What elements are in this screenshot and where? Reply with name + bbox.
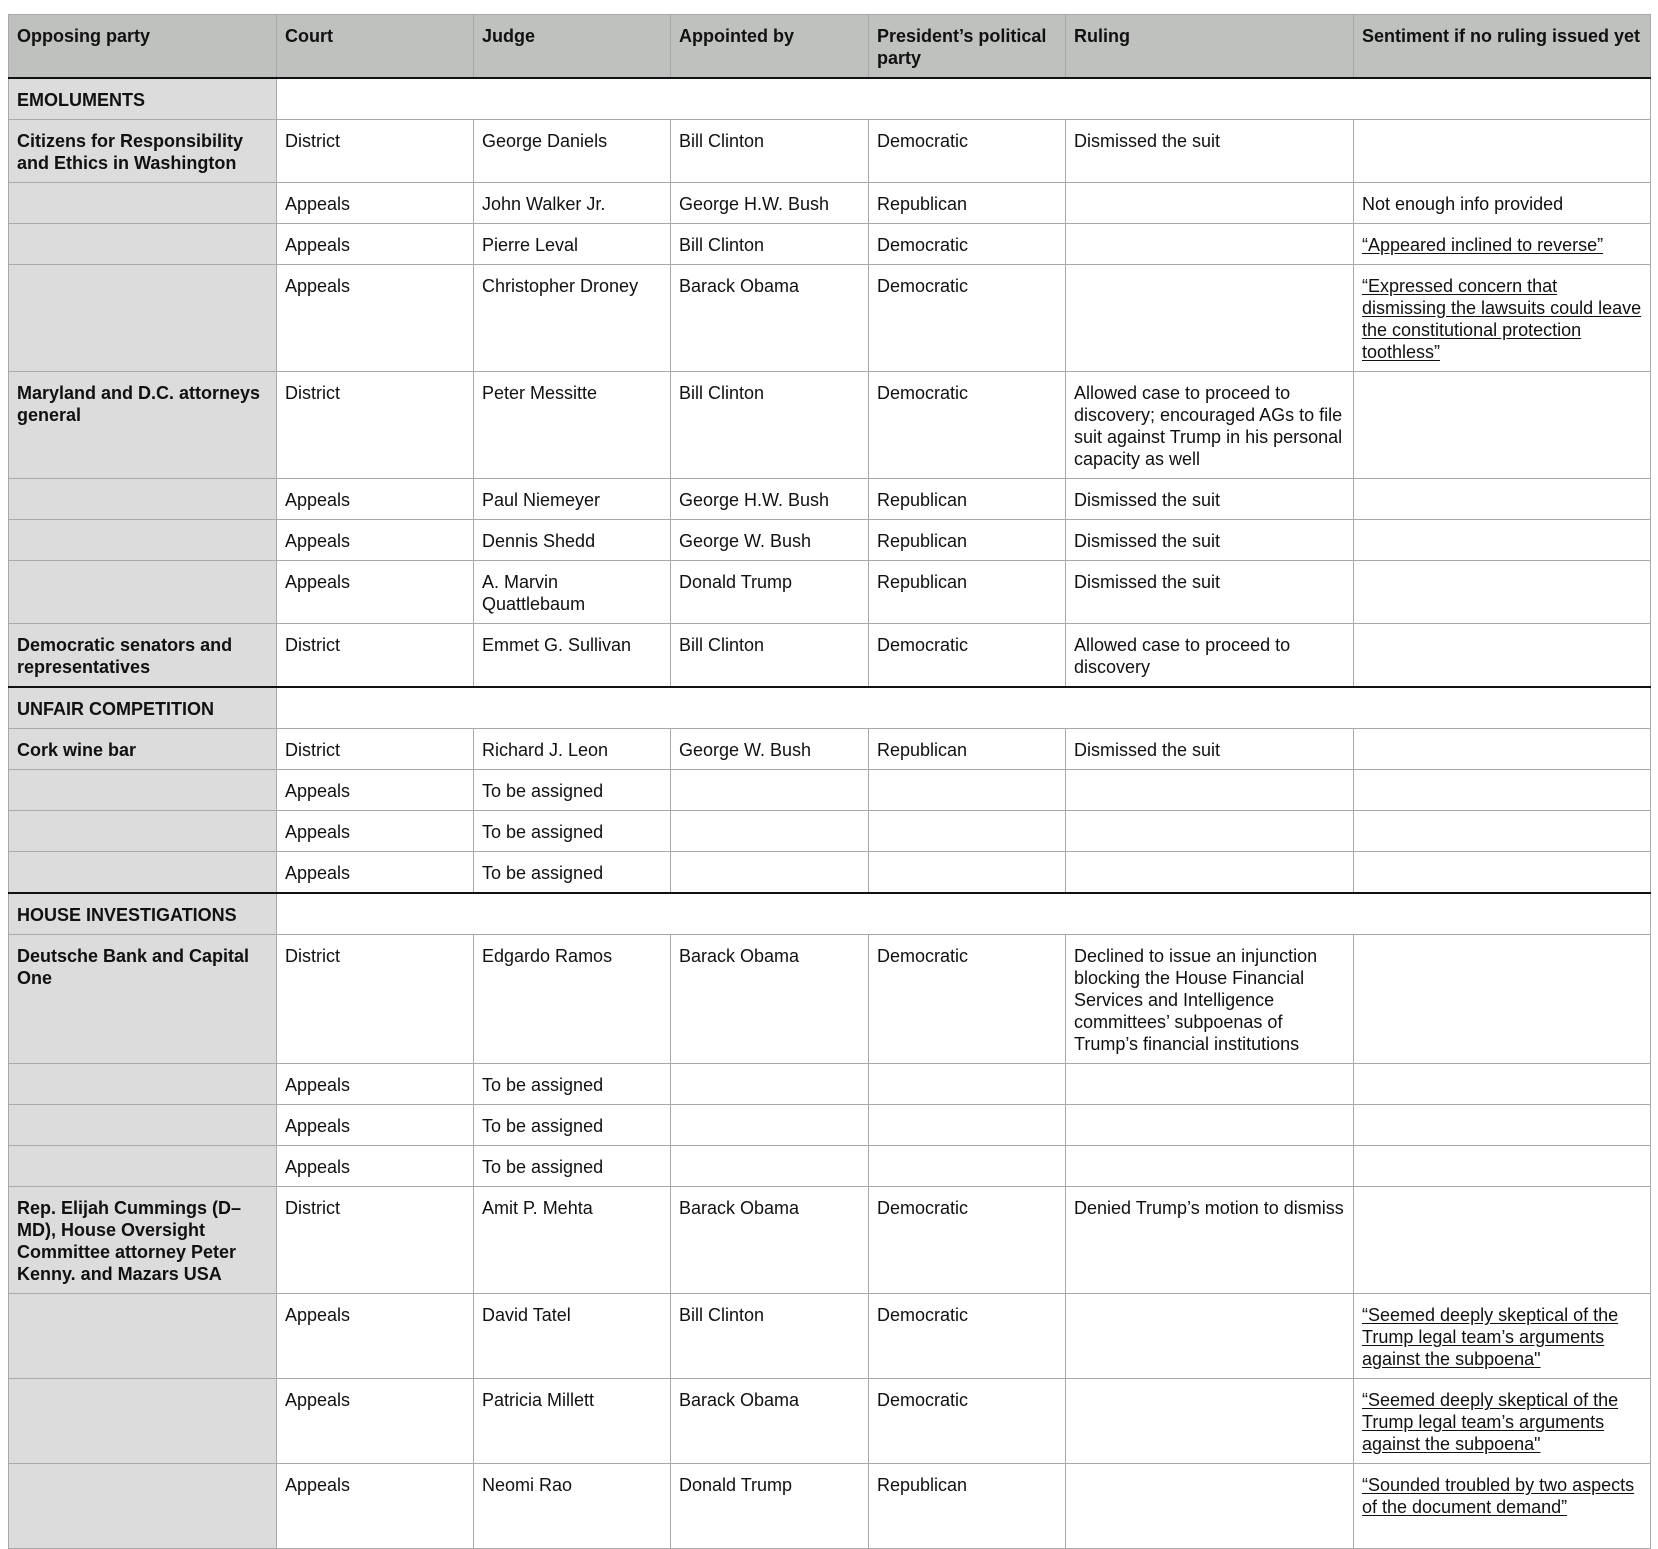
appointed-by-cell xyxy=(671,770,869,811)
header-court: Court xyxy=(277,15,474,79)
judge-cell: Richard J. Leon xyxy=(474,729,671,770)
ruling-cell xyxy=(1066,770,1354,811)
political-party-cell: Democratic xyxy=(869,1187,1066,1294)
sentiment-cell: Not enough info provided xyxy=(1354,183,1651,224)
court-cell: District xyxy=(277,372,474,479)
opposing-party-cell xyxy=(9,265,277,372)
judge-cell: To be assigned xyxy=(474,770,671,811)
judge-cell: John Walker Jr. xyxy=(474,183,671,224)
ruling-cell xyxy=(1066,852,1354,894)
table-row xyxy=(9,183,1651,224)
appointed-by-cell: Bill Clinton xyxy=(671,372,869,479)
opposing-party-cell xyxy=(9,1464,277,1549)
table-row xyxy=(9,1187,1651,1294)
ruling-cell: Denied Trump’s motion to dismiss xyxy=(1066,1187,1354,1294)
ruling-cell: Dismissed the suit xyxy=(1066,729,1354,770)
header-judge: Judge xyxy=(474,15,671,79)
court-cell: Appeals xyxy=(277,561,474,624)
section-spacer xyxy=(277,78,1651,120)
sentiment-cell xyxy=(1354,1146,1651,1187)
judge-cell: To be assigned xyxy=(474,1064,671,1105)
section-spacer xyxy=(277,893,1651,935)
court-cell: Appeals xyxy=(277,770,474,811)
sentiment-cell xyxy=(1354,224,1651,265)
opposing-party-cell: Citizens for Responsibility and Ethics in Washington xyxy=(9,120,277,183)
opposing-party-cell: Democratic senators and representatives xyxy=(9,624,277,688)
header-ruling: Ruling xyxy=(1066,15,1354,79)
appointed-by-cell xyxy=(671,1064,869,1105)
court-cell: Appeals xyxy=(277,183,474,224)
table-row xyxy=(9,120,1651,183)
appointed-by-cell: Bill Clinton xyxy=(671,1294,869,1379)
appointed-by-cell: Bill Clinton xyxy=(671,120,869,183)
sentiment-quote-link[interactable]: “Expressed concern that dismissing the lawsuits could leave the constitutional protection toothless” xyxy=(1362,276,1642,362)
judge-cell: Peter Messitte xyxy=(474,372,671,479)
rulings-table-page xyxy=(8,14,1650,1549)
opposing-party-cell xyxy=(9,561,277,624)
sentiment-cell xyxy=(1354,1379,1651,1464)
court-rulings-table xyxy=(8,14,1651,1549)
political-party-cell xyxy=(869,770,1066,811)
table-row xyxy=(9,852,1651,894)
judge-cell: Emmet G. Sullivan xyxy=(474,624,671,688)
ruling-cell xyxy=(1066,1379,1354,1464)
sentiment-quote-link[interactable]: “Sounded troubled by two aspects of the document demand” xyxy=(1362,1475,1635,1517)
ruling-cell xyxy=(1066,265,1354,372)
appointed-by-cell: Donald Trump xyxy=(671,561,869,624)
appointed-by-cell: Barack Obama xyxy=(671,265,869,372)
appointed-by-cell: Bill Clinton xyxy=(671,624,869,688)
judge-cell: Amit P. Mehta xyxy=(474,1187,671,1294)
appointed-by-cell xyxy=(671,1105,869,1146)
ruling-cell xyxy=(1066,1146,1354,1187)
table-row xyxy=(9,624,1651,688)
court-cell: Appeals xyxy=(277,1105,474,1146)
political-party-cell xyxy=(869,811,1066,852)
court-cell: District xyxy=(277,1187,474,1294)
section-row xyxy=(9,687,1651,729)
sentiment-cell xyxy=(1354,1064,1651,1105)
appointed-by-cell: Donald Trump xyxy=(671,1464,869,1549)
political-party-cell: Republican xyxy=(869,520,1066,561)
table-row xyxy=(9,729,1651,770)
section-spacer xyxy=(277,687,1651,729)
table-row xyxy=(9,372,1651,479)
judge-cell: Pierre Leval xyxy=(474,224,671,265)
table-row xyxy=(9,265,1651,372)
sentiment-cell xyxy=(1354,935,1651,1064)
table-row xyxy=(9,1064,1651,1105)
sentiment-cell xyxy=(1354,1294,1651,1379)
opposing-party-cell xyxy=(9,770,277,811)
appointed-by-cell xyxy=(671,1146,869,1187)
appointed-by-cell xyxy=(671,852,869,894)
political-party-cell xyxy=(869,1064,1066,1105)
table-row xyxy=(9,479,1651,520)
opposing-party-cell: Cork wine bar xyxy=(9,729,277,770)
court-cell: District xyxy=(277,935,474,1064)
sentiment-quote-link[interactable]: “Seemed deeply skeptical of the Trump legal team’s arguments against the subpoena" xyxy=(1362,1305,1619,1369)
appointed-by-cell: George W. Bush xyxy=(671,520,869,561)
political-party-cell: Democratic xyxy=(869,1294,1066,1379)
opposing-party-cell: Maryland and D.C. attorneys general xyxy=(9,372,277,479)
table-row xyxy=(9,520,1651,561)
sentiment-cell xyxy=(1354,852,1651,894)
opposing-party-cell xyxy=(9,852,277,894)
political-party-cell: Republican xyxy=(869,479,1066,520)
ruling-cell: Dismissed the suit xyxy=(1066,120,1354,183)
section-row xyxy=(9,893,1651,935)
ruling-cell xyxy=(1066,224,1354,265)
court-cell: District xyxy=(277,120,474,183)
sentiment-cell xyxy=(1354,1105,1651,1146)
ruling-cell xyxy=(1066,1064,1354,1105)
sentiment-cell xyxy=(1354,729,1651,770)
court-cell: Appeals xyxy=(277,1379,474,1464)
section-title: UNFAIR COMPETITION xyxy=(9,687,277,729)
sentiment-cell xyxy=(1354,1187,1651,1294)
ruling-cell: Dismissed the suit xyxy=(1066,561,1354,624)
opposing-party-cell xyxy=(9,811,277,852)
opposing-party-cell xyxy=(9,1294,277,1379)
judge-cell: George Daniels xyxy=(474,120,671,183)
ruling-cell xyxy=(1066,1464,1354,1549)
sentiment-cell xyxy=(1354,520,1651,561)
ruling-cell: Declined to issue an injunction blocking the House Financial Services and Intelligence committees’ subpoenas of Trump’s financial institutions xyxy=(1066,935,1354,1064)
table-row xyxy=(9,561,1651,624)
judge-cell: To be assigned xyxy=(474,1105,671,1146)
sentiment-cell xyxy=(1354,120,1651,183)
opposing-party-cell: Rep. Elijah Cummings (D–MD), House Oversight Committee attorney Peter Kenny. and Mazars USA xyxy=(9,1187,277,1294)
court-cell: District xyxy=(277,624,474,688)
political-party-cell: Democratic xyxy=(869,372,1066,479)
court-cell: Appeals xyxy=(277,852,474,894)
judge-cell: Neomi Rao xyxy=(474,1464,671,1549)
judge-cell: Paul Niemeyer xyxy=(474,479,671,520)
ruling-cell: Dismissed the suit xyxy=(1066,520,1354,561)
table-row xyxy=(9,1294,1651,1379)
table-row xyxy=(9,224,1651,265)
table-row xyxy=(9,1464,1651,1549)
judge-cell: Christopher Droney xyxy=(474,265,671,372)
judge-cell: David Tatel xyxy=(474,1294,671,1379)
political-party-cell: Democratic xyxy=(869,624,1066,688)
appointed-by-cell: Bill Clinton xyxy=(671,224,869,265)
section-row xyxy=(9,78,1651,120)
sentiment-cell xyxy=(1354,479,1651,520)
political-party-cell: Republican xyxy=(869,1464,1066,1549)
opposing-party-cell xyxy=(9,1146,277,1187)
judge-cell: Patricia Millett xyxy=(474,1379,671,1464)
court-cell: Appeals xyxy=(277,520,474,561)
political-party-cell: Democratic xyxy=(869,935,1066,1064)
ruling-cell: Allowed case to proceed to discovery xyxy=(1066,624,1354,688)
ruling-cell: Allowed case to proceed to discovery; encouraged AGs to file suit against Trump in his personal capacity as well xyxy=(1066,372,1354,479)
sentiment-cell xyxy=(1354,770,1651,811)
sentiment-quote-link[interactable]: “Seemed deeply skeptical of the Trump legal team’s arguments against the subpoena" xyxy=(1362,1390,1619,1454)
judge-cell: Dennis Shedd xyxy=(474,520,671,561)
opposing-party-cell xyxy=(9,1379,277,1464)
table-body xyxy=(9,78,1651,1549)
section-title: EMOLUMENTS xyxy=(9,78,277,120)
table-row xyxy=(9,811,1651,852)
political-party-cell: Republican xyxy=(869,729,1066,770)
sentiment-cell xyxy=(1354,561,1651,624)
appointed-by-cell: George H.W. Bush xyxy=(671,183,869,224)
table-row xyxy=(9,1146,1651,1187)
political-party-cell: Democratic xyxy=(869,224,1066,265)
appointed-by-cell: George H.W. Bush xyxy=(671,479,869,520)
court-cell: Appeals xyxy=(277,1064,474,1105)
sentiment-cell xyxy=(1354,1464,1651,1549)
header-sentiment: Sentiment if no ruling issued yet xyxy=(1354,15,1651,79)
ruling-cell xyxy=(1066,1294,1354,1379)
court-cell: Appeals xyxy=(277,1294,474,1379)
opposing-party-cell xyxy=(9,479,277,520)
sentiment-cell xyxy=(1354,372,1651,479)
opposing-party-cell xyxy=(9,183,277,224)
ruling-cell xyxy=(1066,811,1354,852)
appointed-by-cell: Barack Obama xyxy=(671,1379,869,1464)
sentiment-cell xyxy=(1354,811,1651,852)
opposing-party-cell xyxy=(9,520,277,561)
header-row xyxy=(9,15,1651,79)
header-political-party: President’s political party xyxy=(869,15,1066,79)
judge-cell: To be assigned xyxy=(474,852,671,894)
court-cell: Appeals xyxy=(277,1146,474,1187)
court-cell: District xyxy=(277,729,474,770)
sentiment-cell xyxy=(1354,265,1651,372)
court-cell: Appeals xyxy=(277,224,474,265)
opposing-party-cell xyxy=(9,1064,277,1105)
political-party-cell: Republican xyxy=(869,183,1066,224)
political-party-cell: Democratic xyxy=(869,265,1066,372)
appointed-by-cell: Barack Obama xyxy=(671,935,869,1064)
sentiment-quote-link[interactable]: “Appeared inclined to reverse” xyxy=(1362,235,1604,255)
court-cell: Appeals xyxy=(277,1464,474,1549)
appointed-by-cell xyxy=(671,811,869,852)
ruling-cell xyxy=(1066,1105,1354,1146)
judge-cell: To be assigned xyxy=(474,1146,671,1187)
political-party-cell xyxy=(869,1146,1066,1187)
ruling-cell: Dismissed the suit xyxy=(1066,479,1354,520)
judge-cell: A. Marvin Quattlebaum xyxy=(474,561,671,624)
appointed-by-cell: George W. Bush xyxy=(671,729,869,770)
header-opposing-party: Opposing party xyxy=(9,15,277,79)
political-party-cell: Democratic xyxy=(869,1379,1066,1464)
court-cell: Appeals xyxy=(277,811,474,852)
table-row xyxy=(9,770,1651,811)
sentiment-cell xyxy=(1354,624,1651,688)
table-row xyxy=(9,1105,1651,1146)
political-party-cell: Republican xyxy=(869,561,1066,624)
table-row xyxy=(9,935,1651,1064)
opposing-party-cell: Deutsche Bank and Capital One xyxy=(9,935,277,1064)
court-cell: Appeals xyxy=(277,479,474,520)
court-cell: Appeals xyxy=(277,265,474,372)
opposing-party-cell xyxy=(9,1105,277,1146)
opposing-party-cell xyxy=(9,224,277,265)
judge-cell: To be assigned xyxy=(474,811,671,852)
section-title: HOUSE INVESTIGATIONS xyxy=(9,893,277,935)
ruling-cell xyxy=(1066,183,1354,224)
header-appointed-by: Appointed by xyxy=(671,15,869,79)
table-row xyxy=(9,1379,1651,1464)
political-party-cell xyxy=(869,852,1066,894)
political-party-cell: Democratic xyxy=(869,120,1066,183)
appointed-by-cell: Barack Obama xyxy=(671,1187,869,1294)
judge-cell: Edgardo Ramos xyxy=(474,935,671,1064)
political-party-cell xyxy=(869,1105,1066,1146)
